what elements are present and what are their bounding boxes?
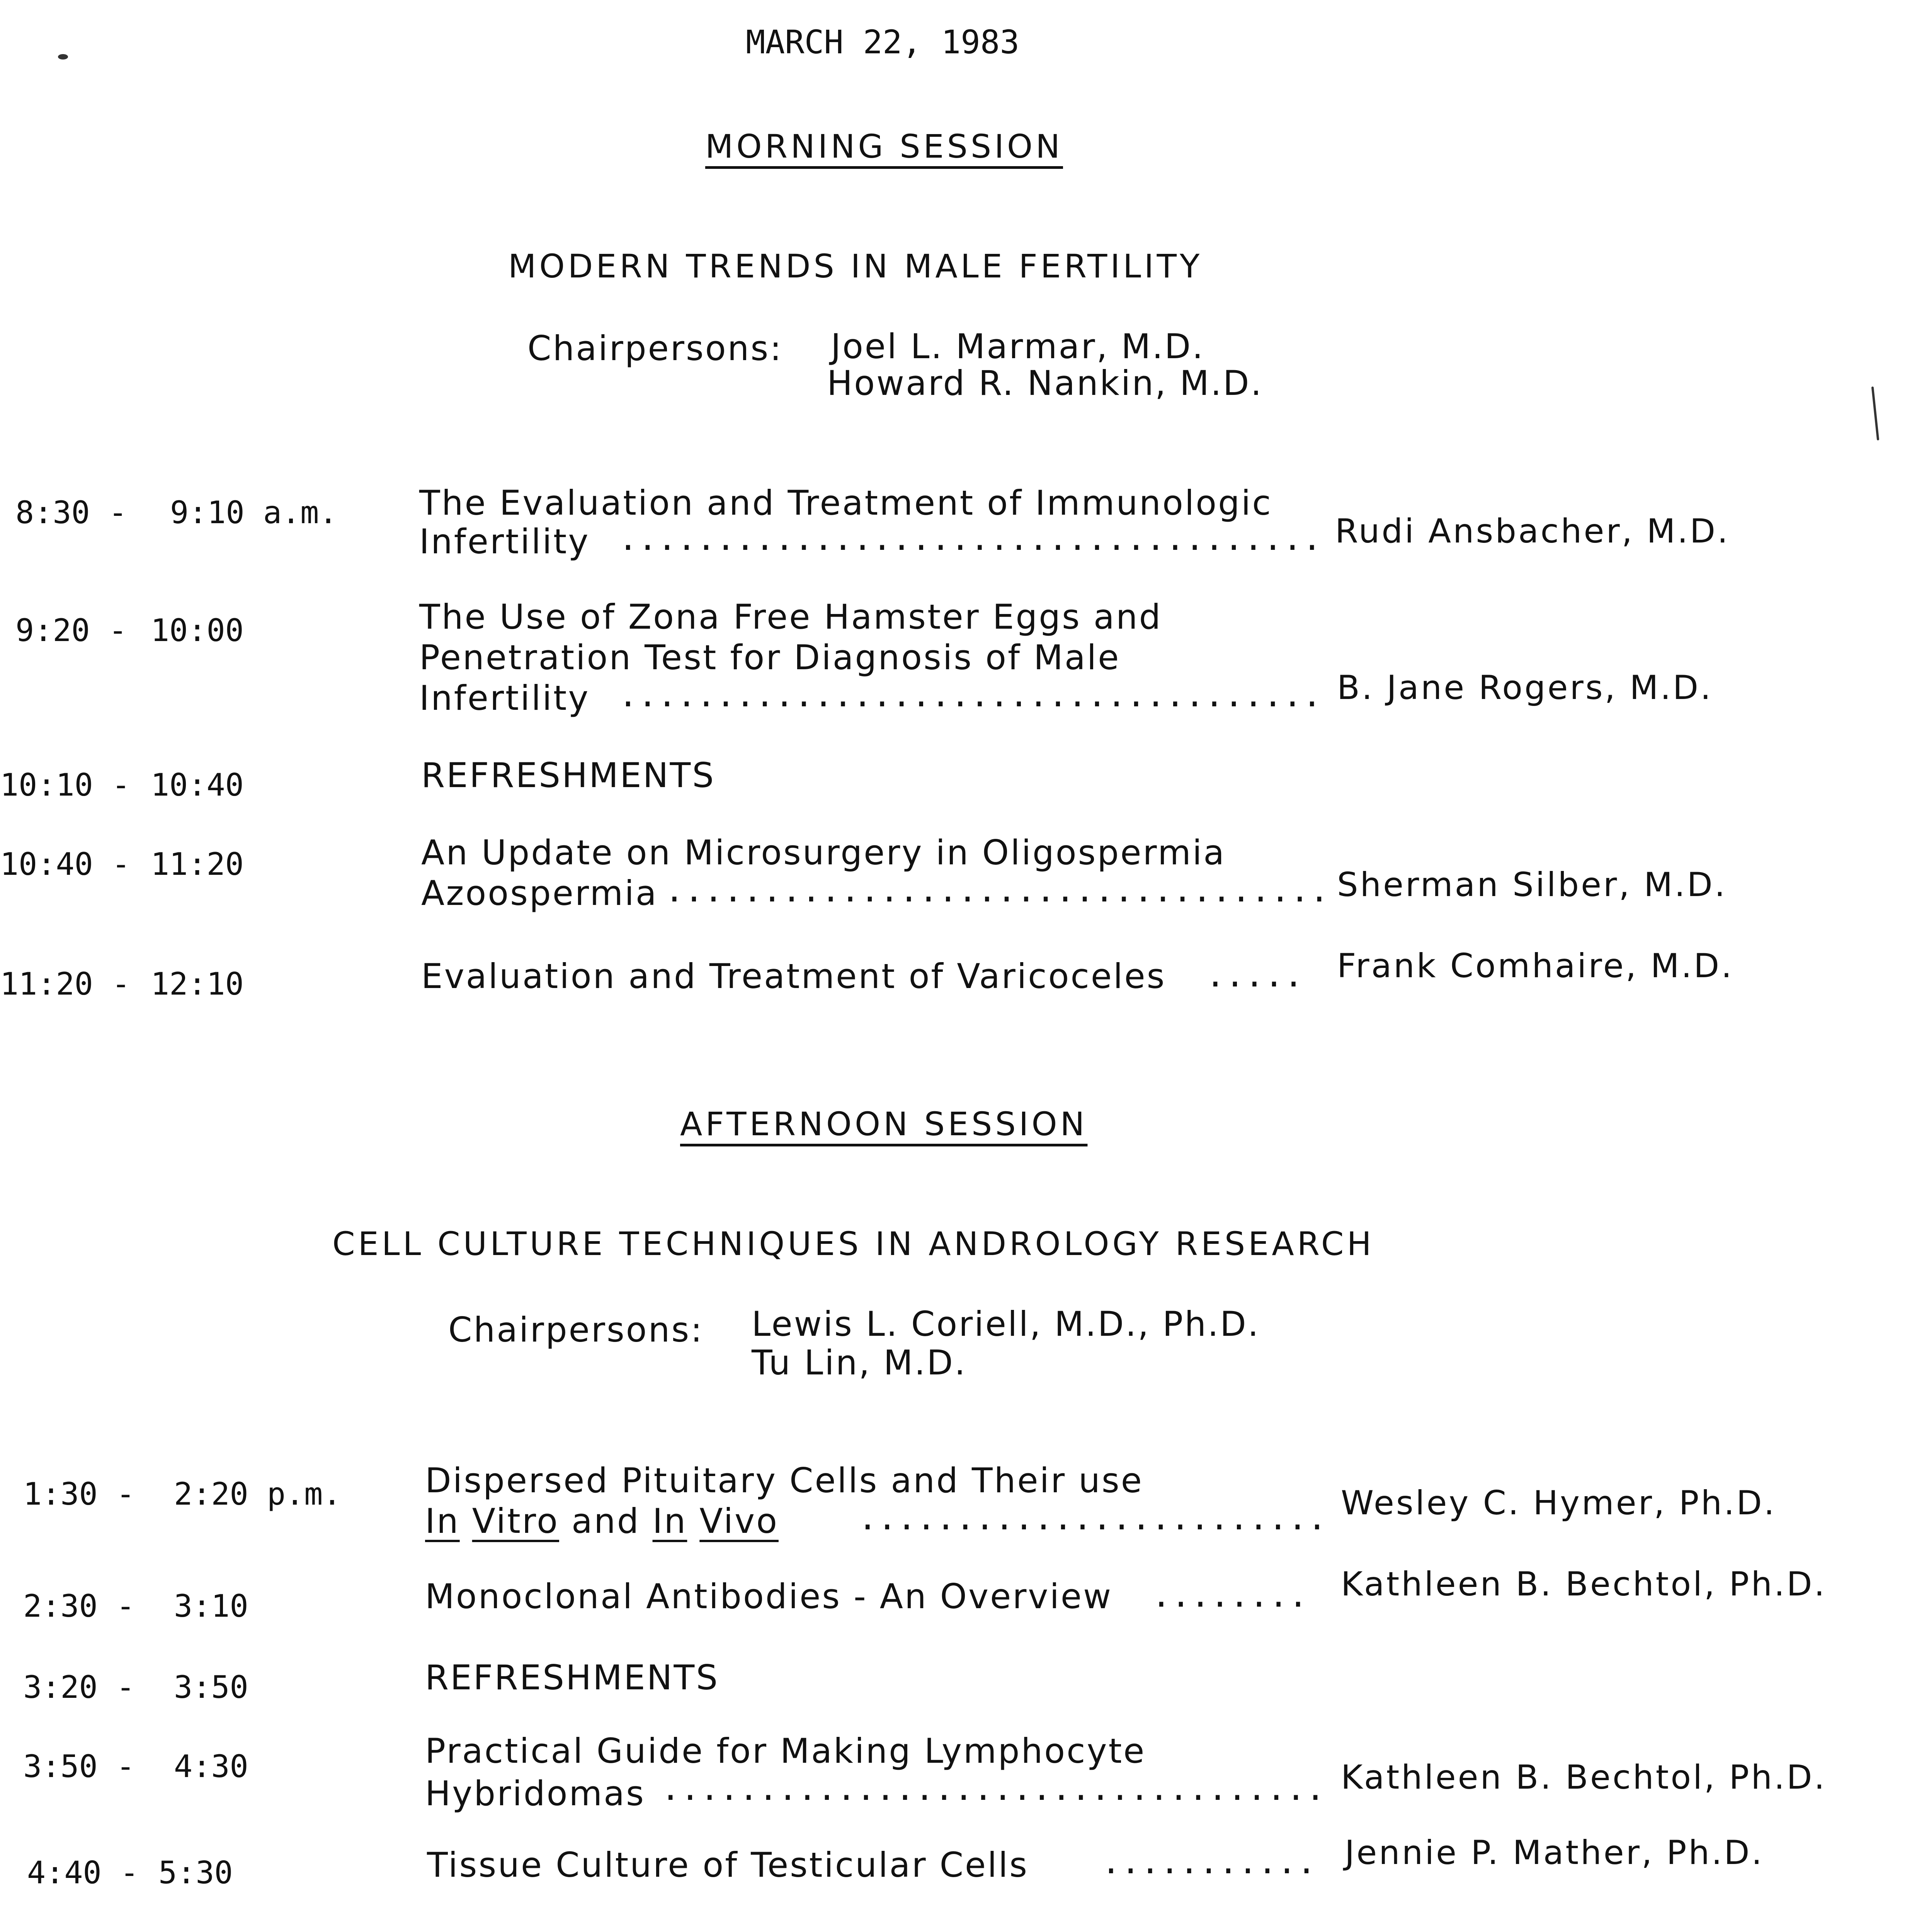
time-start: 10:40 - [0, 846, 131, 882]
time-end: 2:20 p.m. [174, 1476, 342, 1512]
speaker-name: Kathleen B. Bechtol, Ph.D. [1341, 1565, 1827, 1604]
talk-title-line: The Use of Zona Free Hamster Eggs and [419, 597, 1162, 637]
scan-speck [58, 54, 68, 60]
refreshments-label: REFRESHMENTS [425, 1658, 720, 1697]
talk-title-line: Infertility [419, 522, 590, 561]
afternoon-chair-2: Tu Lin, M.D. [752, 1343, 967, 1383]
talk-title-line: An Update on Microsurgery in Oligospermia [421, 833, 1226, 872]
time-end: 3:50 [174, 1669, 248, 1705]
speaker-name: Sherman Silber, M.D. [1337, 866, 1727, 904]
refreshments-label: REFRESHMENTS [421, 755, 716, 795]
speaker-name: Wesley C. Hymer, Ph.D. [1341, 1484, 1777, 1522]
talk-title-line: Infertility [419, 678, 590, 718]
time-end: 5:30 [158, 1855, 233, 1891]
time-start: 10:10 - [0, 767, 131, 803]
talk-title-line: Practical Guide for Making Lymphocyte [425, 1731, 1146, 1771]
time-end: 10:40 [151, 767, 244, 803]
time-end: 10:00 [151, 612, 244, 648]
dot-leader: .................................. [665, 871, 1329, 909]
time-end: 11:20 [151, 846, 244, 882]
time-start: 9:20 - [15, 612, 127, 648]
time-start: 3:20 - [23, 1669, 135, 1705]
time-start: 1:30 - [23, 1476, 135, 1512]
speaker-name: Jennie P. Mather, Ph.D. [1345, 1833, 1764, 1872]
talk-title-line: Hybridomas [425, 1774, 645, 1813]
morning-chair-2: Howard R. Nankin, M.D. [827, 363, 1263, 403]
time-start: 11:20 - [0, 966, 131, 1002]
scan-speck [1871, 386, 1880, 440]
speaker-name: B. Jane Rogers, M.D. [1337, 668, 1713, 707]
in-word: In [652, 1501, 687, 1541]
morning-session-title: MODERN TRENDS IN MALE FERTILITY [508, 247, 1203, 285]
dot-leader: ........... [1101, 1843, 1317, 1881]
vitro-word: Vitro [472, 1501, 560, 1541]
morning-chair-1: Joel L. Marmar, M.D. [831, 327, 1205, 366]
vivo-word: Vivo [699, 1501, 779, 1541]
talk-title-line: Evaluation and Treatment of Varicoceles [421, 956, 1166, 996]
afternoon-session-heading: AFTERNOON SESSION [680, 1105, 1088, 1143]
time-end: 12:10 [151, 966, 244, 1002]
talk-title-line: Tissue Culture of Testicular Cells [427, 1845, 1029, 1885]
talk-title-line: Monoclonal Antibodies - An Overview [425, 1577, 1113, 1616]
dot-leader: ........................ [858, 1499, 1327, 1537]
dot-leader: ........ [1152, 1577, 1308, 1614]
time-start: 4:40 - [27, 1855, 139, 1891]
afternoon-chair-label: Chairpersons: [448, 1310, 704, 1350]
document-date: MARCH 22, 1983 [746, 23, 1020, 61]
afternoon-session-title: CELL CULTURE TECHNIQUES IN ANDROLOGY RESEARCH [332, 1225, 1374, 1263]
dot-leader: .................................. [661, 1770, 1325, 1808]
speaker-name: Kathleen B. Bechtol, Ph.D. [1341, 1758, 1827, 1797]
time-end: 3:10 [174, 1588, 248, 1624]
afternoon-chair-1: Lewis L. Coriell, M.D., Ph.D. [752, 1304, 1260, 1344]
time-start: 3:50 - [23, 1748, 135, 1784]
dot-leader: .................................... [618, 520, 1322, 558]
speaker-name: Frank Comhaire, M.D. [1337, 947, 1734, 985]
talk-title-line: Dispersed Pituitary Cells and Their use [425, 1461, 1143, 1500]
time-start: 2:30 - [23, 1588, 135, 1624]
dot-leader: ..... [1206, 956, 1303, 994]
morning-session-heading: MORNING SESSION [705, 128, 1063, 165]
morning-chair-label: Chairpersons: [527, 328, 783, 368]
talk-title-line: Azoospermia [421, 873, 658, 913]
time-end: 9:10 a.m. [170, 495, 338, 531]
time-start: 8:30 - [15, 495, 127, 531]
talk-title-line-vivo [425, 1501, 779, 1541]
and-word: and [572, 1501, 640, 1541]
talk-title-line: The Evaluation and Treatment of Immunologic [419, 483, 1272, 523]
time-end: 4:30 [174, 1748, 248, 1784]
speaker-name: Rudi Ansbacher, M.D. [1335, 512, 1730, 551]
in-word: In [425, 1501, 460, 1541]
dot-leader: .................................... [618, 676, 1322, 714]
talk-title-line: Penetration Test for Diagnosis of Male [419, 638, 1121, 677]
